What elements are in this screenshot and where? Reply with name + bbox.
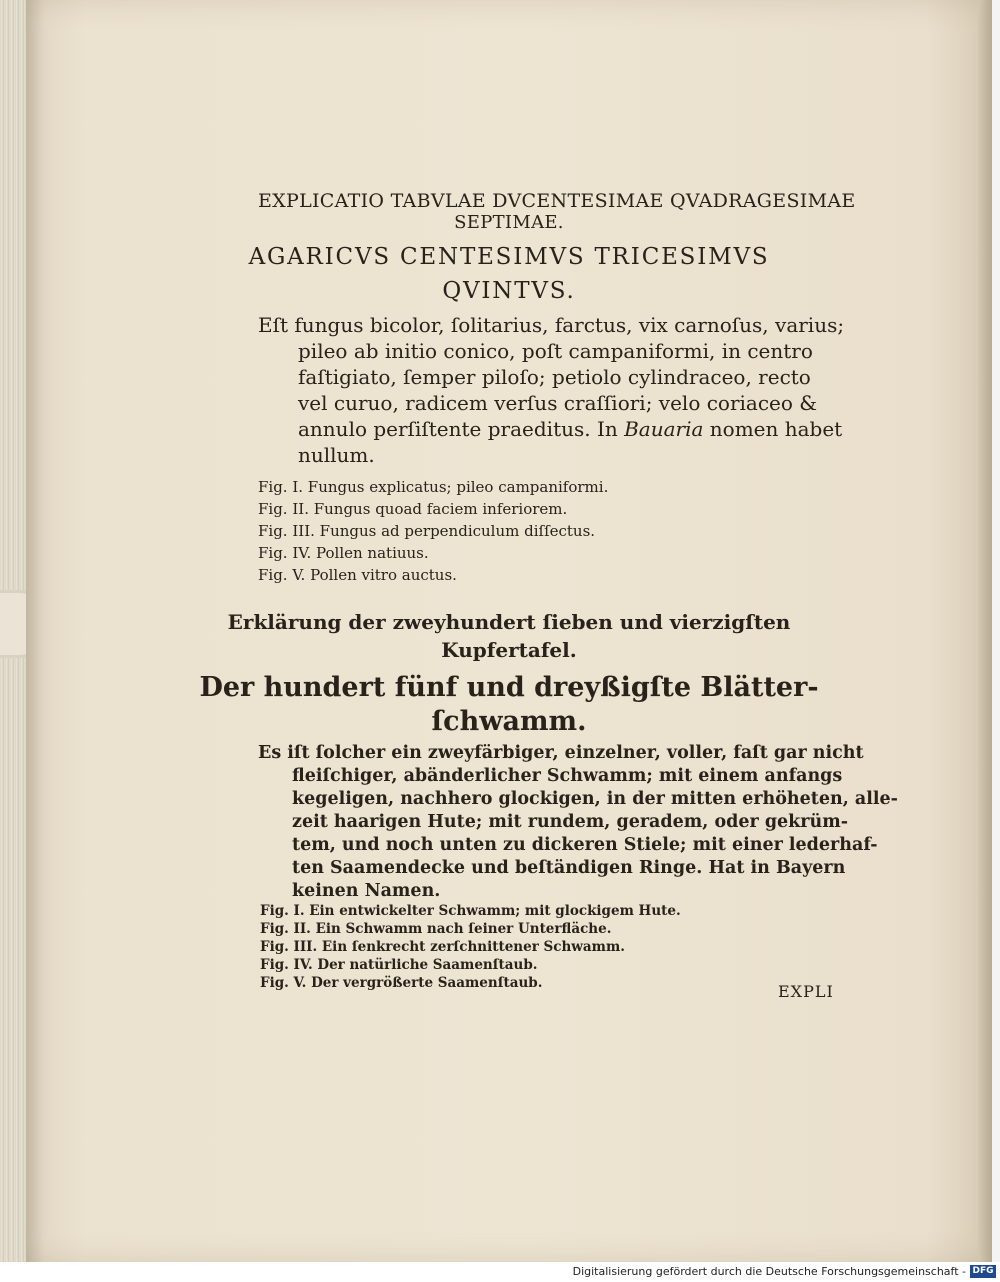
latin-figure-caption: Fig. IV. Pollen natiuus. [258,544,429,562]
latin-body-text: nomen habet [709,417,843,441]
german-body-line: zeit haarigen Hute; mit rundem, geradem, oder gekrüm- [292,812,849,832]
latin-title-line1: EXPLICATIO TABVLAE DVCENTESIMAE QVADRAGESIMAE [258,190,856,212]
german-body-line: kegeligen, nachhero glockigen, in der mitten erhöheten, alle- [292,789,898,809]
german-body-line: Es iſt ſolcher ein zweyfärbiger, einzelner, voller, faſt gar nicht [258,743,864,763]
german-figure-caption: Fig. III. Ein ſenkrecht zerſchnittener Schwamm. [260,939,625,955]
digitization-footer [0,1262,1000,1282]
german-heading-line2: ſchwamm. [431,706,587,737]
german-body-line: keinen Namen. [292,881,441,901]
german-heading-line1: Der hundert fünf und dreyßigſte Blätter- [199,672,819,703]
latin-body-line: Eſt fungus bicolor, ſolitarius, farctus, vix carnoſus, varius; [258,313,845,337]
german-figure-caption: Fig. IV. Der natürliche Saamenſtaub. [260,957,538,973]
latin-figure-caption: Fig. II. Fungus quoad faciem inferiorem. [258,500,568,518]
german-body-line: ten Saamendecke und beſtändigen Ringe. Hat in Bayern [292,858,846,878]
latin-place-name: Bauaria [624,417,704,441]
latin-figure-caption: Fig. III. Fungus ad perpendiculum diſſectus. [258,522,596,540]
latin-figure-caption: Fig. I. Fungus explicatus; pileo campaniformi. [258,478,609,496]
latin-body-line: pileo ab initio conico, poſt campaniformi, in centro [298,339,813,363]
latin-title-line2: SEPTIMAE. [454,212,564,233]
german-figure-caption: Fig. II. Ein Schwamm nach ſeiner Unterfläche. [260,921,612,937]
german-body-line: tem, und noch unten zu dickeren Stiele; mit einer lederhaf- [292,835,878,855]
dfg-logo-icon: DFG [970,1265,996,1278]
scanned-page [26,0,992,1262]
footer-credit: Digitalisierung gefördert durch die Deutsche Forschungsgemeinschaft - [572,1265,966,1278]
latin-heading-line1: AGARICVS CENTESIMVS TRICESIMVS [248,244,770,270]
catchword: EXPLI [778,982,834,1001]
german-title-line2: Kupfertafel. [441,638,577,662]
german-title-line1: Erklärung der zweyhundert ſieben und vierzigſten [227,610,791,634]
german-figure-caption: Fig. V. Der vergrößerte Saamenſtaub. [260,975,543,991]
german-figure-caption: Fig. I. Ein entwickelter Schwamm; mit glockigem Hute. [260,903,681,919]
latin-heading-line2: QVINTVS. [442,278,576,304]
latin-body-text: annulo perſiſtente praeditus. In [298,417,618,441]
german-body-line: fleiſchiger, abänderlicher Schwamm; mit einem anfangs [292,766,843,786]
latin-figure-caption: Fig. V. Pollen vitro auctus. [258,566,457,584]
latin-body-line: nullum. [298,443,375,467]
latin-body-line: faſtigiato, ſemper piloſo; petiolo cylindraceo, recto [298,365,811,389]
latin-body-line [298,416,842,442]
latin-body-line: vel curuo, radicem verſus craſſiori; velo coriaceo & [298,391,818,415]
